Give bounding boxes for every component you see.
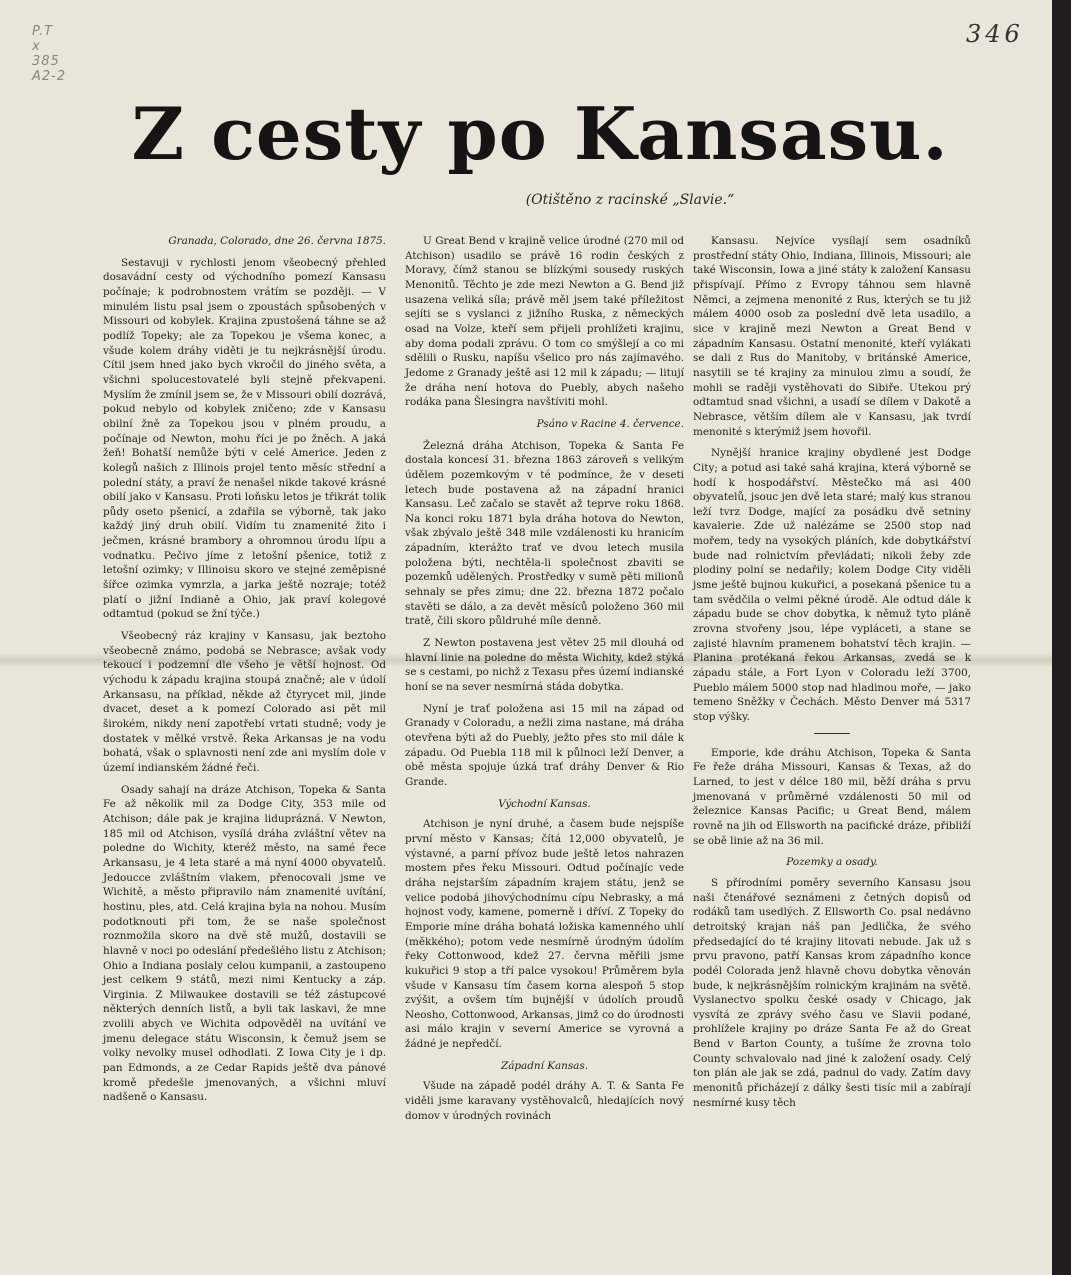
paragraph: Železná dráha Atchison, Topeka & Santa Fe dostala koncesí 31. března 1863 zároveň s velikým údělem pozemkovým v té podmínce, že v deseti letech bude postavena až na západní hranici Kansasu. Leč začalo se stavět až teprve roku 1868. Na konci roku 1871 byla dráha hotova do Newton, však zbývalo ještě 348 mile vzdálenosti ku hranicím západním, kterážto trať ve dvou letech musila položena býti, nechtěla-li společnost zbaviti se pozemků udělených. Prostředky v sumě pěti milionů sehnaly se přes zimu; dne 22. března 1872 počalo stavěti se dálo, a za devět měsíců položeno 360 mil tratě, čili skoro půldruhé míle denně. bbox=[405, 439, 684, 628]
article-title: Z cesty po Kansasu. bbox=[131, 91, 949, 176]
section-heading: Pozemky a osady. bbox=[786, 856, 878, 869]
paragraph: Emporie, kde dráhu Atchison, Topeka & Santa Fe řeže dráha Missouri, Kansas & Texas, až do Larned, to jest v délce 180 mil, běží dráha s prvu jmenovaná v průměrné vzdálenosti 50 mil od železnice Kansas Pacific; u Great Bend, málem rovně na jih od Ellsworth na pacifické dráze, přibliží se obě linie až na 36 mil. bbox=[693, 746, 971, 847]
paragraph: Sestavuji v rychlosti jenom všeobecný přehled dosavádní cesty od východního pomezí Kansasu počínaje; k podrobnostem vrátím se později. — V minulém listu psal jsem o zpoustách spůsobených v Missouri od kobylek. Krajina zpustošená táhne se až podlíž Topeky; ale za Topekou je všema konec, a všude kolem dráhy viděti je tu nejkrásnější úrodu. Cítil jsem hned jako bych vkročil do jiného světa, a všichni spolucestovatelé byli stejně překvapeni. Myslím že zmínil jsem se, že v Missouri obilí dozrává, pokud nebylo od kobylek zničeno; zde v Kansasu obilní žně za Topekou jsou v plném proudu, a počínaje od Newton, mohu říci je po žněch. A jaká žeň! Bohatší nemůže býti v celé Americe. Jeden z kolegů našich z Illinois projel tento měsíc střední a polední státy, a praví že nenašel nikde takové krásné obilí jako v Kansasu. Proti loňsku letos je třikrát tolik půdy oseto pšenicí, a zdařila se výborně, tak jako každý jiný druh obilí. Vidím tu znamenité žito i ječmen, krásné brambory a ohromnou úrodu lípu a vodnatku. Pečivo jíme z letošní pšenice, totiž z letošní ozimky; v Illinoisu skoro ve stejné zeměpisné šířce ozimka vymrzla, a jarka ještě nozraje; totéž platí o jižní Indianě a Ohio, jak praví kolegové odtamtud (pokud se žní týče.) bbox=[103, 256, 386, 621]
note-line: x bbox=[32, 39, 41, 54]
handwritten-page-number: 346 bbox=[966, 20, 1024, 48]
note-line: 385 bbox=[32, 54, 60, 69]
paragraph: Atchison je nyní druhé, a časem bude nejspíše první město v Kansas; čítá 12,000 obyvatelů, je výstavné, a parní přívoz bude ještě letos nahrazen mostem přes řeku Missouri. Odtud počínajíc vede dráha nejstarším západním krajem státu, jenž se velice podobá jihovýchodnímu cípu Nebrasky, a má hojnost vody, kamene, pomerně i dříví. Z Topeky do Emporie míne dráha bohatá ložiska kamenného uhlí (měkkého); potom vede nesmírně úrodným údolím řeky Cottonwood, kdež 27. června měřili jsme kukuřici 9 stop a tří palce vysokou! Průměrem byla všude v Kansasu tím časem korna alespoň 5 stop zvýšit, a ovšem tím bujnější v údolích proudů Neosho, Cottonwood, Arkansas, jimž co do úrodnosti asi málo krajin v severní Americe se vyrovná a žádné je nepředčí. bbox=[405, 818, 684, 1051]
paragraph: Kansasu. Nejvíce vysílají sem osadníků prostřední státy Ohio, Indiana, Illinois, Missouri; ale také Wisconsin, Iowa a jiné státy k založení Kansasu přispívají. Přímo z Evropy táhnou sem hlavně Němci, a zejmena menonité z Rus, kterých se tu již málem 4000 osob za poslední dvě leta usadilo, a sice v krajině mezi Newton a Great Bend v západním Kansasu. Ostatní menonité, kteří vylákati se dali z Rus do Manitoby, v británské Americe, nasytili se té krajiny za minulou zimu a soudí, že mohli se raději vystěhovati do Sibiře. Utekou prý odtamtud snad všichni, a usadí se dílem v Dakotě a Nebrasce, větším dílem ale v Kansasu, jak tvrdí menonité s kterýmiž jsem hovořil. bbox=[693, 235, 971, 438]
paragraph: Všude na západě podél dráhy A. T. & Santa Fe viděli jsme karavany vystěhovalců, hledajících nový domov v úrodných rovinách bbox=[405, 1080, 684, 1122]
paragraph: S přírodními poměry severního Kansasu jsou naši čtenářové seznámeni z četných dopisů od rodáků tam usedlých. Z Ellsworth Co. psal nedávno detroitský krajan náš pan Jedlička, že svého předsedající do té krajiny litovati nebude. Jak už s prvu pravono, patří Kansas krom západního konce podél Colorada jenž hlavně chovu dobytka věnován bude, k nejkrásnějším rolnickým krajinám na světě. Vyslanectvo spolku české osady v Chicago, jak vysvítá ze zprávy svého času ve Slavii podané, prohlížele krajiny po dráze Santa Fe až do Great Bend v Barton County, a tušíme že zrovna tolo County schvalovalo nad jiné k založení osady. Celý ton plán ale jak se zdá, padnul do vady. Zatím davy menonitů přicházejí z dálky šesti tisíc mil a zabírají nesmírné kusy těch bbox=[693, 876, 971, 1109]
note-line: A2-2 bbox=[32, 69, 67, 84]
paragraph: Všeobecný ráz krajiny v Kansasu, jak beztoho všeobecně známo, podobá se Nebrasce; avšak vody tekoucí i podzemní dle všeho je větší hojnost. Od východu k západu krajina stoupá značně; ale v údolí Arkansasu, na příklad, někde až čtyrycet mil, jinde dvacet, deset a k pomezí Colorado asi pět mil širokém, nikdy není zapotřebí vrtati studně; vody je dostatek v mělké vrstvě. Řeka Arkansas je na vodu bohatá, však o splavnosti není zde ani myslím dole v území indianském žádné řeči. bbox=[103, 630, 386, 774]
section-divider bbox=[814, 733, 850, 734]
paragraph: U Great Bend v krajině velice úrodné (270 mil od Atchison) usadilo se právě 16 rodin českých z Moravy, čímž stanou se blízkými sousedy ruských Menonitů. Těchto je zde mezi Newton a G. Bend již usazena veliká síla; právě měl jsem také příležitost sejíti se s vyslanci z jižního Ruska, z německých osad na Volze, kteří sem přijeli prohlížeti krajinu, aby doma podali zprávu. O tom co smýšlejí a co mi sdělili o Rusku, napíšu všelico pro nás zajímavého. Jedome z Granady ještě asi 12 mil k západu; — litují že dráha není hotova do Puebly, abych našeho rodáka pana Šlesingra navštíviti mohl. bbox=[405, 235, 684, 409]
note-line: P.T bbox=[32, 24, 54, 39]
paragraph: Z Newton postavena jest větev 25 mil dlouhá od hlavní linie na poledne do města Wichity, kdež stýká se s cestami, po nichž z Texasu přes území indianské honí se na sever nesmírná stáda dobytka. bbox=[405, 637, 684, 694]
section-heading: Západní Kansas. bbox=[500, 1059, 589, 1072]
section-heading: Východní Kansas. bbox=[498, 797, 591, 810]
handwritten-catalog-note bbox=[32, 24, 102, 84]
text-column-2 bbox=[405, 234, 684, 1130]
article-subtitle: (Otištěno z racinské „Slavie.“ bbox=[525, 192, 735, 208]
paragraph: Nynější hranice krajiny obydlené jest Dodge City; a potud asi také sahá krajina, která výborně se hodí k hospodářství. Městečko má asi 400 obyvatelů, jsouc jen dvě leta staré; malý kus stranou leží tvrz Dodge, mající za posádku dvě setniny kavalerie. Zde už nalézáme se 2500 stop nad mořem, tedy na vysokých pláních, kde dobytkářství bude nad rolnictvím převládati; nikoli žeby zde plodiny polní se nedařily; kolem Dodge City viděli jsme ještě bujnou kukuřici, a posekaná pšenice tu a tam svědčila o velmi pěkné úrodě. Ale odtud dále k západu bude se chov dobytka, k němuž tyto pláně zrovna stvořeny jsou, lépe vypláceti, a stane se zajisté hlavním pramenem bohatství těch krajin. — Planina protékaná řekou Arkansas, zvedá se k západu stále, a Fort Lyon v Coloradu leží 3700, Pueblo málem 5000 stop nad hladinou moře, — jako temeno Sněžky v Čechách. Město Denver má 5317 stop výšky. bbox=[693, 447, 971, 723]
text-column-3 bbox=[693, 234, 971, 1117]
text-column-1 bbox=[103, 234, 386, 1112]
paragraph: Osady sahají na dráze Atchison, Topeka & Santa Fe až několik mil za Dodge City, 353 mile od Atchison; dále pak je krajina liduprázná. V Newton, 185 mil od Atchison, vysílá dráha zvláštní větev na poledne do Wichity, kteréž město, na samé řece Arkansasu, je 4 leta staré a má nyní 4000 obyvatelů. Jedoucce zvláštním vlakem, přenocovali jsme ve Wichitě, a město připravilo nám znamenité uvítání, hostinu, ples, atd. Celá krajina byla na nohou. Musím podotknouti při tom, že se naše společnost roznmožila skoro na dvě stě mužů, dostavili se hlavně v noci po odeslání předešlého listu z Atchison; Ohio a Indiana poslaly celou kumpanii, a zastoupeno jest celkem 9 států, mezi nimi Kentucky a záp. Virginia. Z Milwaukee dostavili se též zástupcové některých denních listů, a byli tak laskavi, že mne zvolili abych ve Wichita odpověděl na uvítání ve jmenu delegace státu Wisconsin, k čemuž jsem se volky nevolky musel odhodlati. Z Iowa City je i dp. pan Edmonds, a ze Cedar Rapids ještě dva pánové kromě předešle jmenovaných, a všichni mluví nadšeně o Kansasu. bbox=[103, 783, 386, 1104]
paragraph: Nyní je trať položena asi 15 mil na západ od Granady v Coloradu, a nežli zima nastane, má dráha otevřena býti až do Puebly, ježto přes sto mil dále k západu. Od Puebla 118 mil k půlnoci leží Denver, a obě města spojuje úzká trať dráhy Denver & Rio Grande. bbox=[405, 702, 684, 788]
dateline: Granada, Colorado, dne 26. června 1875. bbox=[168, 235, 386, 247]
dateline: Psáno v Racine 4. července. bbox=[536, 417, 684, 430]
